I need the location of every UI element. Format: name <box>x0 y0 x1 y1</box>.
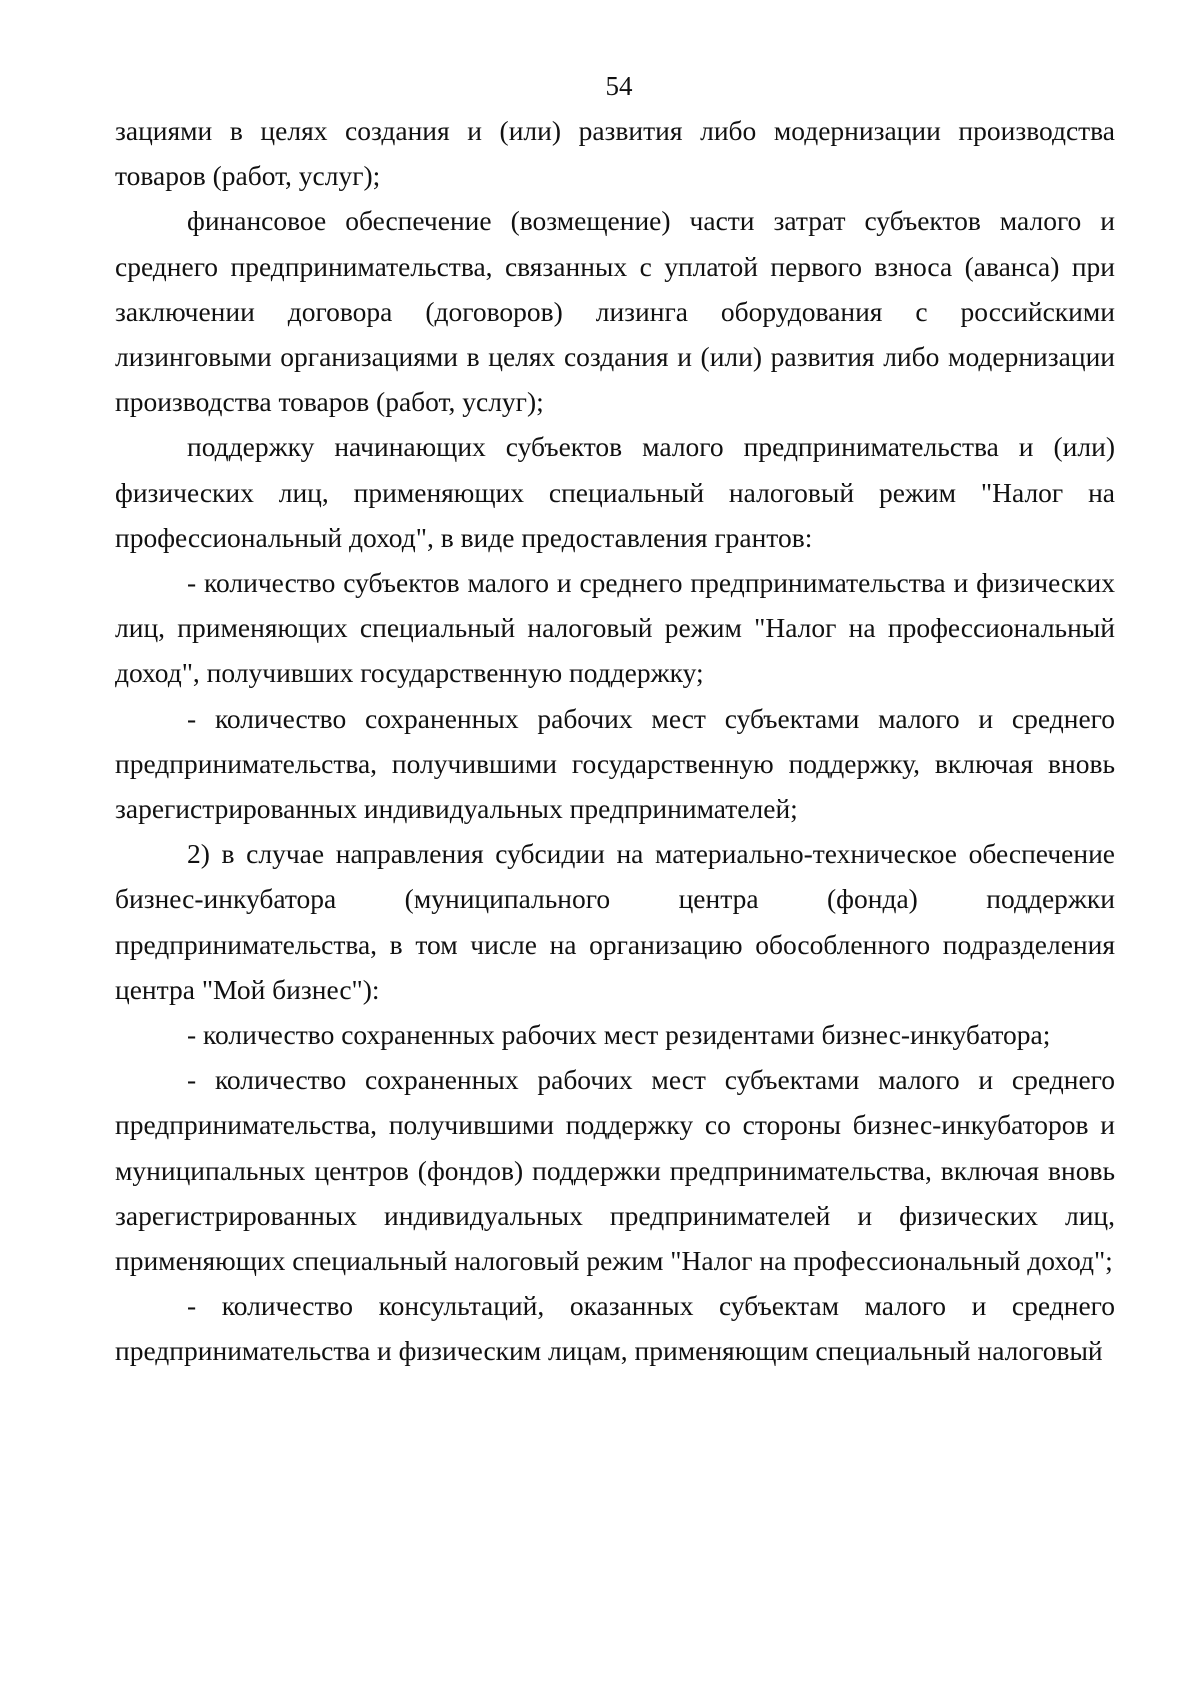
indicator-consultations-count: - количество консультаций, оказанных субъектам малого и среднего предпринимательства и физическим лицам, применяющим специальный налоговый <box>115 1290 1115 1367</box>
indicator-supported-entities-count: - количество субъектов малого и среднего предпринимательства и физических лиц, применяющих специальный налоговый режим "Налог на профессиональный доход", получивших государственную поддержку; <box>115 567 1115 689</box>
indicator-incubator-supported-jobs: - количество сохраненных рабочих мест субъектами малого и среднего предпринимательства, получившими поддержку со стороны бизнес-инкубаторов и муниципальных центров (фондов) поддержки предпринимательства, включая вновь зарегистрированных индивидуальных предпринимателей и физических лиц, применяющих специальный налоговый режим "Налог на профессиональный доход"; <box>115 1064 1115 1277</box>
paragraph-grants-support: поддержку начинающих субъектов малого предпринимательства и (или) физических лиц, применяющих специальный налоговый режим "Налог на профессиональный доход", в виде предоставления грантов: <box>115 431 1115 553</box>
indicator-retained-jobs: - количество сохраненных рабочих мест субъектами малого и среднего предпринимательства, получившими государственную поддержку, включая вновь зарегистрированных индивидуальных предпринимателей; <box>115 702 1115 825</box>
paragraph-continuation: зациями в целях создания и (или) развития либо модернизации производства товаров (работ, услуг); <box>115 115 1115 192</box>
indicator-incubator-resident-jobs: - количество сохраненных рабочих мест резидентами бизнес-инкубатора; <box>187 1019 1051 1051</box>
paragraph-business-incubator: 2) в случае направления субсидии на материально-техническое обеспечение бизнес-инкубатора (муниципального центра (фонда) поддержки предпринимательства, в том числе на организацию обособленного подразделения центра "Мой бизнес"): <box>115 838 1115 1005</box>
document-body <box>115 108 1115 1374</box>
page-number: 54 <box>605 71 633 101</box>
paragraph-leasing-advance: финансовое обеспечение (возмещение) части затрат субъектов малого и среднего предпринимательства, связанных с уплатой первого взноса (аванса) при заключении договора (договоров) лизинга оборудования с российскими лизинговыми организациями в целях создания и (или) развития либо модернизации производства товаров (работ, услуг); <box>115 205 1115 418</box>
